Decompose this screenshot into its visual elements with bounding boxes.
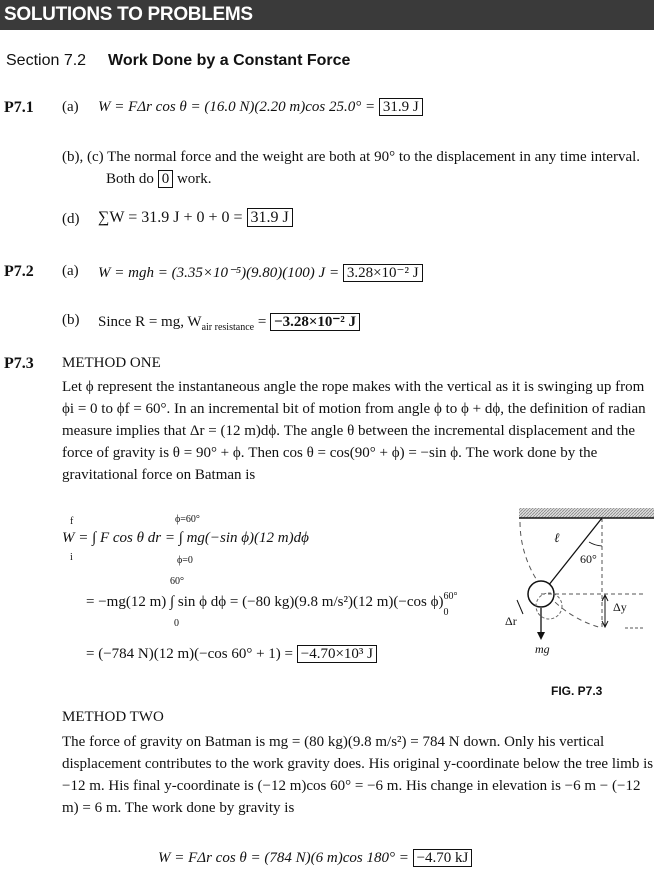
- problem-label-p71: P7.1: [4, 99, 34, 116]
- section-title: Work Done by a Constant Force: [108, 52, 351, 69]
- p71-d-answer: 31.9 J: [247, 208, 293, 227]
- p72-a-eq-text: W = mgh = (3.35×10⁻⁵)(9.80)(100) J =: [98, 265, 340, 281]
- p72-b-subscript: air resistance: [201, 322, 255, 333]
- p73-eq3: [86, 646, 377, 663]
- eq2-limit-bottom: 0: [174, 618, 179, 629]
- p72-b-answer: −3.28×10⁻² J: [270, 313, 360, 331]
- p73-eq4-text: W = FΔr cos θ = (784 N)(6 m)cos 180° =: [158, 850, 409, 866]
- p73-eq1: W = ∫ F cos θ dr = ∫ mg(−sin ϕ)(12 m)dϕ: [62, 530, 309, 546]
- p72-a-label: (a): [62, 263, 79, 279]
- section-number: Section 7.2: [6, 52, 87, 69]
- gravity-arrowhead: [537, 632, 545, 640]
- eq2-eval-top: 60°: [443, 590, 458, 602]
- tree-limb: [519, 508, 654, 518]
- p72-a-equation: [98, 263, 423, 282]
- p73-method-two: METHOD TWO: [62, 709, 164, 725]
- problem-label-p72: P7.2: [4, 263, 34, 280]
- fig-label-angle: 60°: [580, 552, 597, 566]
- angle-arc: [589, 542, 602, 546]
- p73-paragraph-2: The force of gravity on Batman is mg = (80 kg)(9.8 m/s²) = 784 N down. Only his vertical displacement contributes to the work gravity does. His original y-coordinate below the tree limb is −12 m. His final y-coordinate is (−12 m)cos 60° = −6 m. His change in elevation is −6 m − (−12 m) = 6 m. The work done by gravity is: [62, 734, 654, 816]
- eq1-limit-bottom: ϕ=0: [177, 555, 193, 566]
- p71-d-eq-text: ∑W = 31.9 J + 0 + 0 =: [98, 209, 243, 226]
- p71-d-label: (d): [62, 211, 80, 227]
- p71-a-equation: [98, 99, 423, 116]
- page-header: [0, 0, 654, 30]
- p73-paragraph-1: Let ϕ represent the instantaneous angle the rope makes with the vertical as it is swinging up from ϕi = 0 to ϕf = 60°. In an incremental bit of motion from angle ϕ to ϕ + dϕ, the definition of radian measure implies that Δr = (12 m)dϕ. The angle θ between the incremental displacement and the force of gravity is θ = 90° + ϕ. Then cos θ = cos(90° + ϕ) = −sin ϕ. The work done by the gravitational force on Batman is: [62, 379, 646, 483]
- fig-label-dy: Δy: [613, 600, 627, 614]
- eq2-eval-bottom: 0: [443, 606, 449, 618]
- fig-label-dr: Δr: [505, 614, 517, 628]
- p71-a-eq-text: W = FΔr cos θ = (16.0 N)(2.20 m)cos 25.0° =: [98, 99, 376, 115]
- eq1-limit-i: i: [70, 552, 73, 563]
- p73-eq4-answer: −4.70 kJ: [413, 849, 473, 867]
- eq2-limit-top: 60°: [170, 576, 184, 587]
- eq1-limit-f: f: [70, 516, 74, 527]
- dr-arrow: [517, 600, 523, 614]
- p71-bc-text-a: Both do: [106, 171, 154, 187]
- p72-b-equation: [98, 312, 360, 333]
- p73-eq3-answer: −4.70×10³ J: [297, 645, 377, 663]
- fig-label-length: ℓ: [554, 530, 560, 545]
- p72-b-label: (b): [62, 312, 80, 328]
- p73-eq3-text: = (−784 N)(12 m)(−cos 60° + 1) =: [86, 646, 294, 662]
- p72-b-equals: =: [257, 314, 267, 330]
- p72-b-eq-text: Since R = mg, W: [98, 314, 202, 330]
- p73-eq4: [158, 850, 472, 867]
- header-title: SOLUTIONS TO PROBLEMS: [4, 4, 253, 25]
- problem-label-p73: P7.3: [4, 355, 34, 372]
- p71-a-label: (a): [62, 99, 79, 115]
- p71-bc-line2: [106, 171, 212, 188]
- p73-method-one: METHOD ONE: [62, 355, 161, 371]
- fig-label-mg: mg: [535, 642, 550, 656]
- p72-a-answer: 3.28×10⁻² J: [343, 264, 423, 282]
- p71-bc-text-b: work.: [176, 171, 212, 187]
- figure-p73: [505, 506, 654, 706]
- p71-bc-line1: (b), (c) The normal force and the weight are both at 90° to the displacement in any time interval.: [62, 149, 641, 165]
- figure-caption: FIG. P7.3: [551, 684, 603, 698]
- eq1-limit-top: ϕ=60°: [175, 514, 200, 525]
- p73-eq2: [86, 590, 458, 618]
- p71-bc-answer: 0: [158, 170, 174, 188]
- p73-eq2-text: = −mg(12 m) ∫ sin ϕ dϕ = (−80 kg)(9.8 m/s²)(12 m)(−cos ϕ): [86, 594, 444, 610]
- p71-a-answer: 31.9 J: [379, 98, 423, 116]
- pendulum-diagram: [505, 506, 654, 686]
- p71-d-equation: [98, 209, 293, 227]
